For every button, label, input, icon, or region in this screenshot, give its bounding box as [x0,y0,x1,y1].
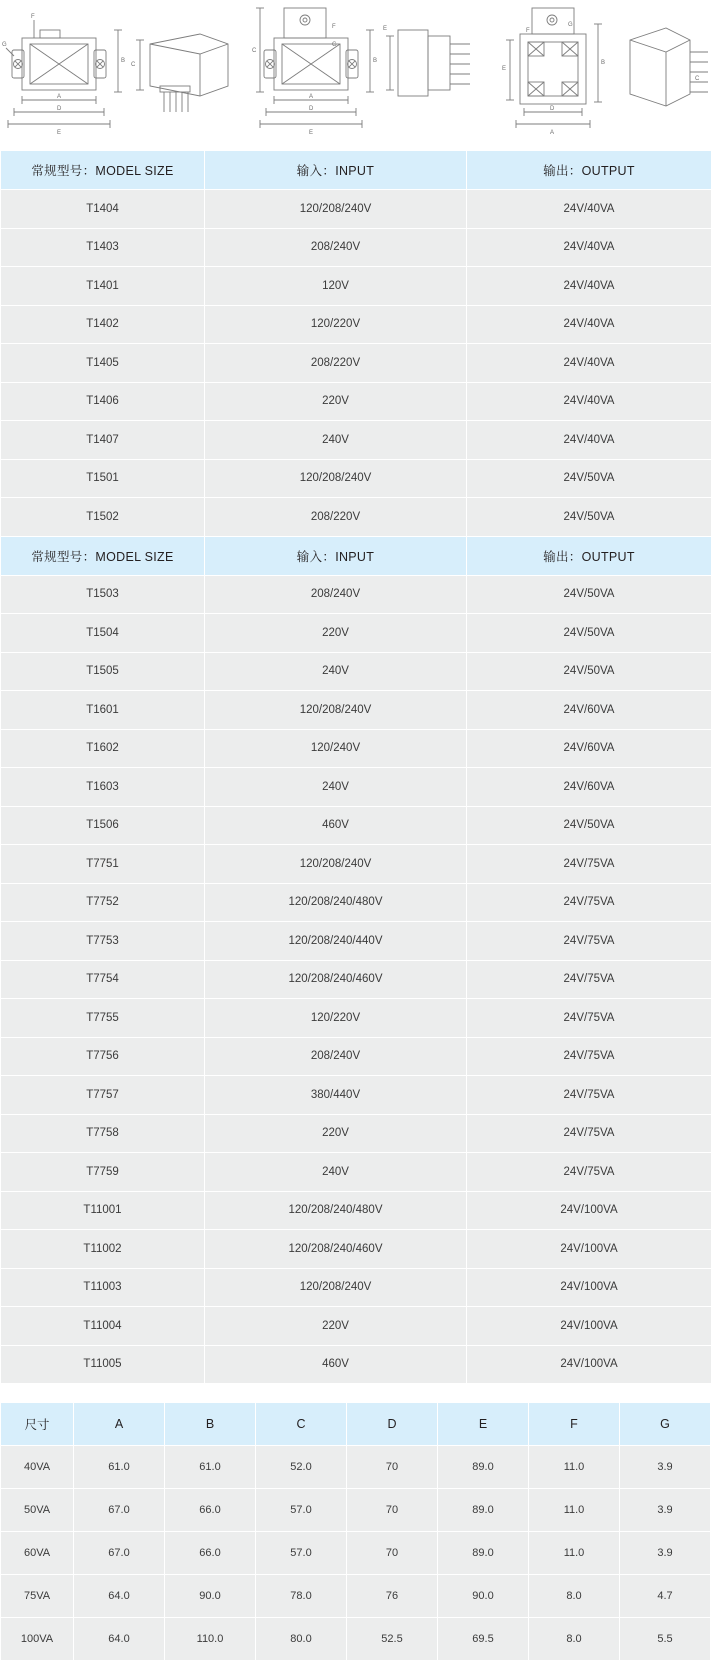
dim-label-E: E [502,66,506,72]
cell-input: 120/208/240/480V [205,883,467,922]
dim-cell-e: 89.0 [438,1532,529,1575]
table-row [1,845,711,884]
dim-cell-size: 50VA [1,1489,74,1532]
table-row [1,999,711,1038]
cell-output: 24V/75VA [467,1114,711,1153]
dimension-row [1,1575,711,1618]
cell-input: 120/208/240/460V [205,960,467,999]
cell-model: T1504 [1,614,205,653]
dim-cell-a: 64.0 [74,1618,165,1661]
cell-output: 24V/75VA [467,999,711,1038]
dim-label-D: D [550,106,555,112]
cell-input: 208/240V [205,575,467,614]
cell-input: 120/208/240V [205,691,467,730]
table-spacer [0,1384,711,1402]
header-input: 输入：INPUT [205,536,467,575]
dim-label-C: C [695,76,700,82]
dimension-header-row [1,1403,711,1446]
cell-input: 120/240V [205,729,467,768]
table-row [1,922,711,961]
table-row [1,652,711,691]
cell-model: T1406 [1,382,205,421]
cell-model: T11004 [1,1307,205,1346]
cell-model: T1407 [1,421,205,460]
cell-input: 208/220V [205,344,467,383]
cell-model: T7753 [1,922,205,961]
transformer-outline-front-side-view-2 [240,0,480,150]
cell-output: 24V/100VA [467,1230,711,1269]
cell-input: 120/208/240/460V [205,1230,467,1269]
cell-output: 24V/75VA [467,1153,711,1192]
cell-model: T1602 [1,729,205,768]
drawing-group-3 [480,0,711,150]
cell-input: 220V [205,1307,467,1346]
table-row [1,883,711,922]
table-row [1,768,711,807]
cell-output: 24V/50VA [467,806,711,845]
dim-cell-e: 89.0 [438,1489,529,1532]
dim-cell-d: 52.5 [347,1618,438,1661]
cell-output: 24V/40VA [467,344,711,383]
cell-input: 240V [205,1153,467,1192]
dim-cell-size: 60VA [1,1532,74,1575]
cell-model: T7751 [1,845,205,884]
dim-cell-c: 52.0 [256,1446,347,1489]
dim-cell-g: 4.7 [620,1575,711,1618]
cell-model: T1404 [1,190,205,229]
cell-input: 208/240V [205,1037,467,1076]
dim-cell-g: 3.9 [620,1489,711,1532]
table-row [1,1345,711,1384]
dim-header-d: D [347,1403,438,1446]
dim-header-g: G [620,1403,711,1446]
dim-label-A: A [550,130,554,136]
table-row [1,382,711,421]
dim-label-C: C [252,48,257,54]
table-row [1,1076,711,1115]
dim-label-G: G [2,42,7,48]
cell-output: 24V/50VA [467,652,711,691]
cell-output: 24V/75VA [467,845,711,884]
cell-input: 220V [205,382,467,421]
dim-label-E2: E [383,26,387,32]
dim-header-e: E [438,1403,529,1446]
dim-cell-a: 64.0 [74,1575,165,1618]
dim-cell-e: 90.0 [438,1575,529,1618]
dim-label-A: A [309,94,313,100]
dimension-row [1,1618,711,1661]
dim-cell-b: 110.0 [165,1618,256,1661]
table-header-row-2 [1,536,711,575]
dim-cell-c: 80.0 [256,1618,347,1661]
dim-cell-a: 67.0 [74,1489,165,1532]
cell-output: 24V/60VA [467,691,711,730]
table-row [1,1191,711,1230]
drawing-group-1 [0,0,240,150]
dimension-table [0,1402,711,1661]
table-row [1,421,711,460]
table-row [1,614,711,653]
dim-label-A: A [57,94,61,100]
cell-model: T11005 [1,1345,205,1384]
table-row [1,806,711,845]
cell-output: 24V/50VA [467,614,711,653]
dim-label-F: F [31,14,35,20]
dim-label-F: F [332,24,336,30]
dim-cell-size: 40VA [1,1446,74,1489]
dimension-row [1,1446,711,1489]
cell-model: T1501 [1,459,205,498]
dim-header-f: F [529,1403,620,1446]
dim-cell-g: 3.9 [620,1446,711,1489]
dim-cell-g: 3.9 [620,1532,711,1575]
cell-input: 208/240V [205,228,467,267]
drawing-group-2 [240,0,480,150]
table-row [1,1307,711,1346]
cell-output: 24V/75VA [467,1076,711,1115]
header-output: 输出：OUTPUT [467,536,711,575]
dim-cell-f: 8.0 [529,1575,620,1618]
dim-label-G: G [568,22,573,28]
dim-cell-d: 70 [347,1489,438,1532]
dim-cell-size: 100VA [1,1618,74,1661]
cell-model: T7757 [1,1076,205,1115]
cell-input: 460V [205,1345,467,1384]
dim-cell-f: 11.0 [529,1489,620,1532]
cell-model: T1603 [1,768,205,807]
cell-input: 240V [205,421,467,460]
cell-model: T1502 [1,498,205,537]
table-row [1,1037,711,1076]
header-output: 输出：OUTPUT [467,151,711,190]
table-row [1,305,711,344]
cell-output: 24V/75VA [467,883,711,922]
cell-model: T7752 [1,883,205,922]
cell-output: 24V/50VA [467,459,711,498]
dim-cell-c: 57.0 [256,1489,347,1532]
cell-input: 120/208/240/440V [205,922,467,961]
dim-label-F: F [526,28,530,34]
table-row [1,459,711,498]
table-row [1,575,711,614]
dim-header-b: B [165,1403,256,1446]
cell-input: 120/208/240V [205,845,467,884]
cell-output: 24V/100VA [467,1268,711,1307]
dim-label-B: B [121,58,125,64]
cell-input: 460V [205,806,467,845]
table-row [1,1153,711,1192]
cell-model: T1402 [1,305,205,344]
dim-cell-d: 70 [347,1532,438,1575]
cell-model: T1505 [1,652,205,691]
cell-input: 240V [205,652,467,691]
table-row [1,1230,711,1269]
cell-model: T1405 [1,344,205,383]
dim-cell-a: 67.0 [74,1532,165,1575]
cell-model: T7758 [1,1114,205,1153]
cell-output: 24V/75VA [467,1037,711,1076]
dim-cell-b: 61.0 [165,1446,256,1489]
cell-input: 220V [205,1114,467,1153]
transformer-outline-front-side-view-1 [0,0,240,150]
cell-model: T1503 [1,575,205,614]
dim-cell-a: 61.0 [74,1446,165,1489]
dim-cell-d: 70 [347,1446,438,1489]
dim-label-B: B [373,58,377,64]
dim-cell-g: 5.5 [620,1618,711,1661]
cell-output: 24V/50VA [467,575,711,614]
dim-header-c: C [256,1403,347,1446]
cell-model: T1401 [1,267,205,306]
table-row [1,729,711,768]
cell-output: 24V/100VA [467,1307,711,1346]
page-footer-spacer [0,1661,711,1679]
dim-label-E: E [57,130,61,136]
dimension-table-body [1,1403,711,1661]
dimension-row [1,1489,711,1532]
cell-model: T7755 [1,999,205,1038]
drawings-band [0,0,711,150]
dim-header-size: 尺寸 [1,1403,74,1446]
dim-label-G: G [332,42,337,48]
table-row [1,498,711,537]
cell-input: 240V [205,768,467,807]
dim-header-a: A [74,1403,165,1446]
table-row [1,267,711,306]
dim-cell-f: 11.0 [529,1532,620,1575]
table-row [1,344,711,383]
dim-cell-c: 57.0 [256,1532,347,1575]
cell-output: 24V/40VA [467,190,711,229]
dim-label-E: E [309,130,313,136]
cell-model: T1506 [1,806,205,845]
dim-cell-b: 66.0 [165,1489,256,1532]
table-row [1,190,711,229]
specification-table [0,150,711,1384]
table-row [1,1114,711,1153]
dim-cell-d: 76 [347,1575,438,1618]
table-row [1,1268,711,1307]
dim-label-B: B [601,60,605,66]
cell-output: 24V/60VA [467,729,711,768]
cell-input: 220V [205,614,467,653]
cell-output: 24V/40VA [467,421,711,460]
cell-model: T7759 [1,1153,205,1192]
cell-input: 208/220V [205,498,467,537]
cell-model: T1403 [1,228,205,267]
dim-cell-b: 66.0 [165,1532,256,1575]
cell-input: 120/220V [205,305,467,344]
cell-output: 24V/75VA [467,960,711,999]
spec-table-body [1,151,711,1384]
cell-output: 24V/50VA [467,498,711,537]
cell-model: T7754 [1,960,205,999]
cell-output: 24V/100VA [467,1345,711,1384]
cell-output: 24V/40VA [467,228,711,267]
cell-output: 24V/40VA [467,305,711,344]
cell-input: 120/208/240V [205,1268,467,1307]
table-header-row-1 [1,151,711,190]
transformer-outline-front-side-view-3 [480,0,711,150]
dim-label-D: D [309,106,314,112]
cell-input: 380/440V [205,1076,467,1115]
dim-cell-b: 90.0 [165,1575,256,1618]
cell-model: T11001 [1,1191,205,1230]
header-model: 常规型号：MODEL SIZE [1,151,205,190]
cell-input: 120/208/240V [205,459,467,498]
cell-model: T7756 [1,1037,205,1076]
dim-cell-c: 78.0 [256,1575,347,1618]
cell-input: 120/220V [205,999,467,1038]
cell-input: 120V [205,267,467,306]
cell-output: 24V/60VA [467,768,711,807]
header-input: 输入：INPUT [205,151,467,190]
cell-input: 120/208/240V [205,190,467,229]
cell-input: 120/208/240/480V [205,1191,467,1230]
cell-output: 24V/40VA [467,382,711,421]
dim-label-D: D [57,106,62,112]
dim-cell-size: 75VA [1,1575,74,1618]
dim-label-C: C [131,62,136,68]
dimension-row [1,1532,711,1575]
cell-model: T1601 [1,691,205,730]
cell-output: 24V/40VA [467,267,711,306]
cell-output: 24V/100VA [467,1191,711,1230]
cell-output: 24V/75VA [467,922,711,961]
cell-model: T11002 [1,1230,205,1269]
dim-cell-f: 8.0 [529,1618,620,1661]
dim-cell-e: 89.0 [438,1446,529,1489]
cell-model: T11003 [1,1268,205,1307]
dim-cell-e: 69.5 [438,1618,529,1661]
header-model: 常规型号：MODEL SIZE [1,536,205,575]
table-row [1,228,711,267]
table-row [1,960,711,999]
dim-cell-f: 11.0 [529,1446,620,1489]
table-row [1,691,711,730]
